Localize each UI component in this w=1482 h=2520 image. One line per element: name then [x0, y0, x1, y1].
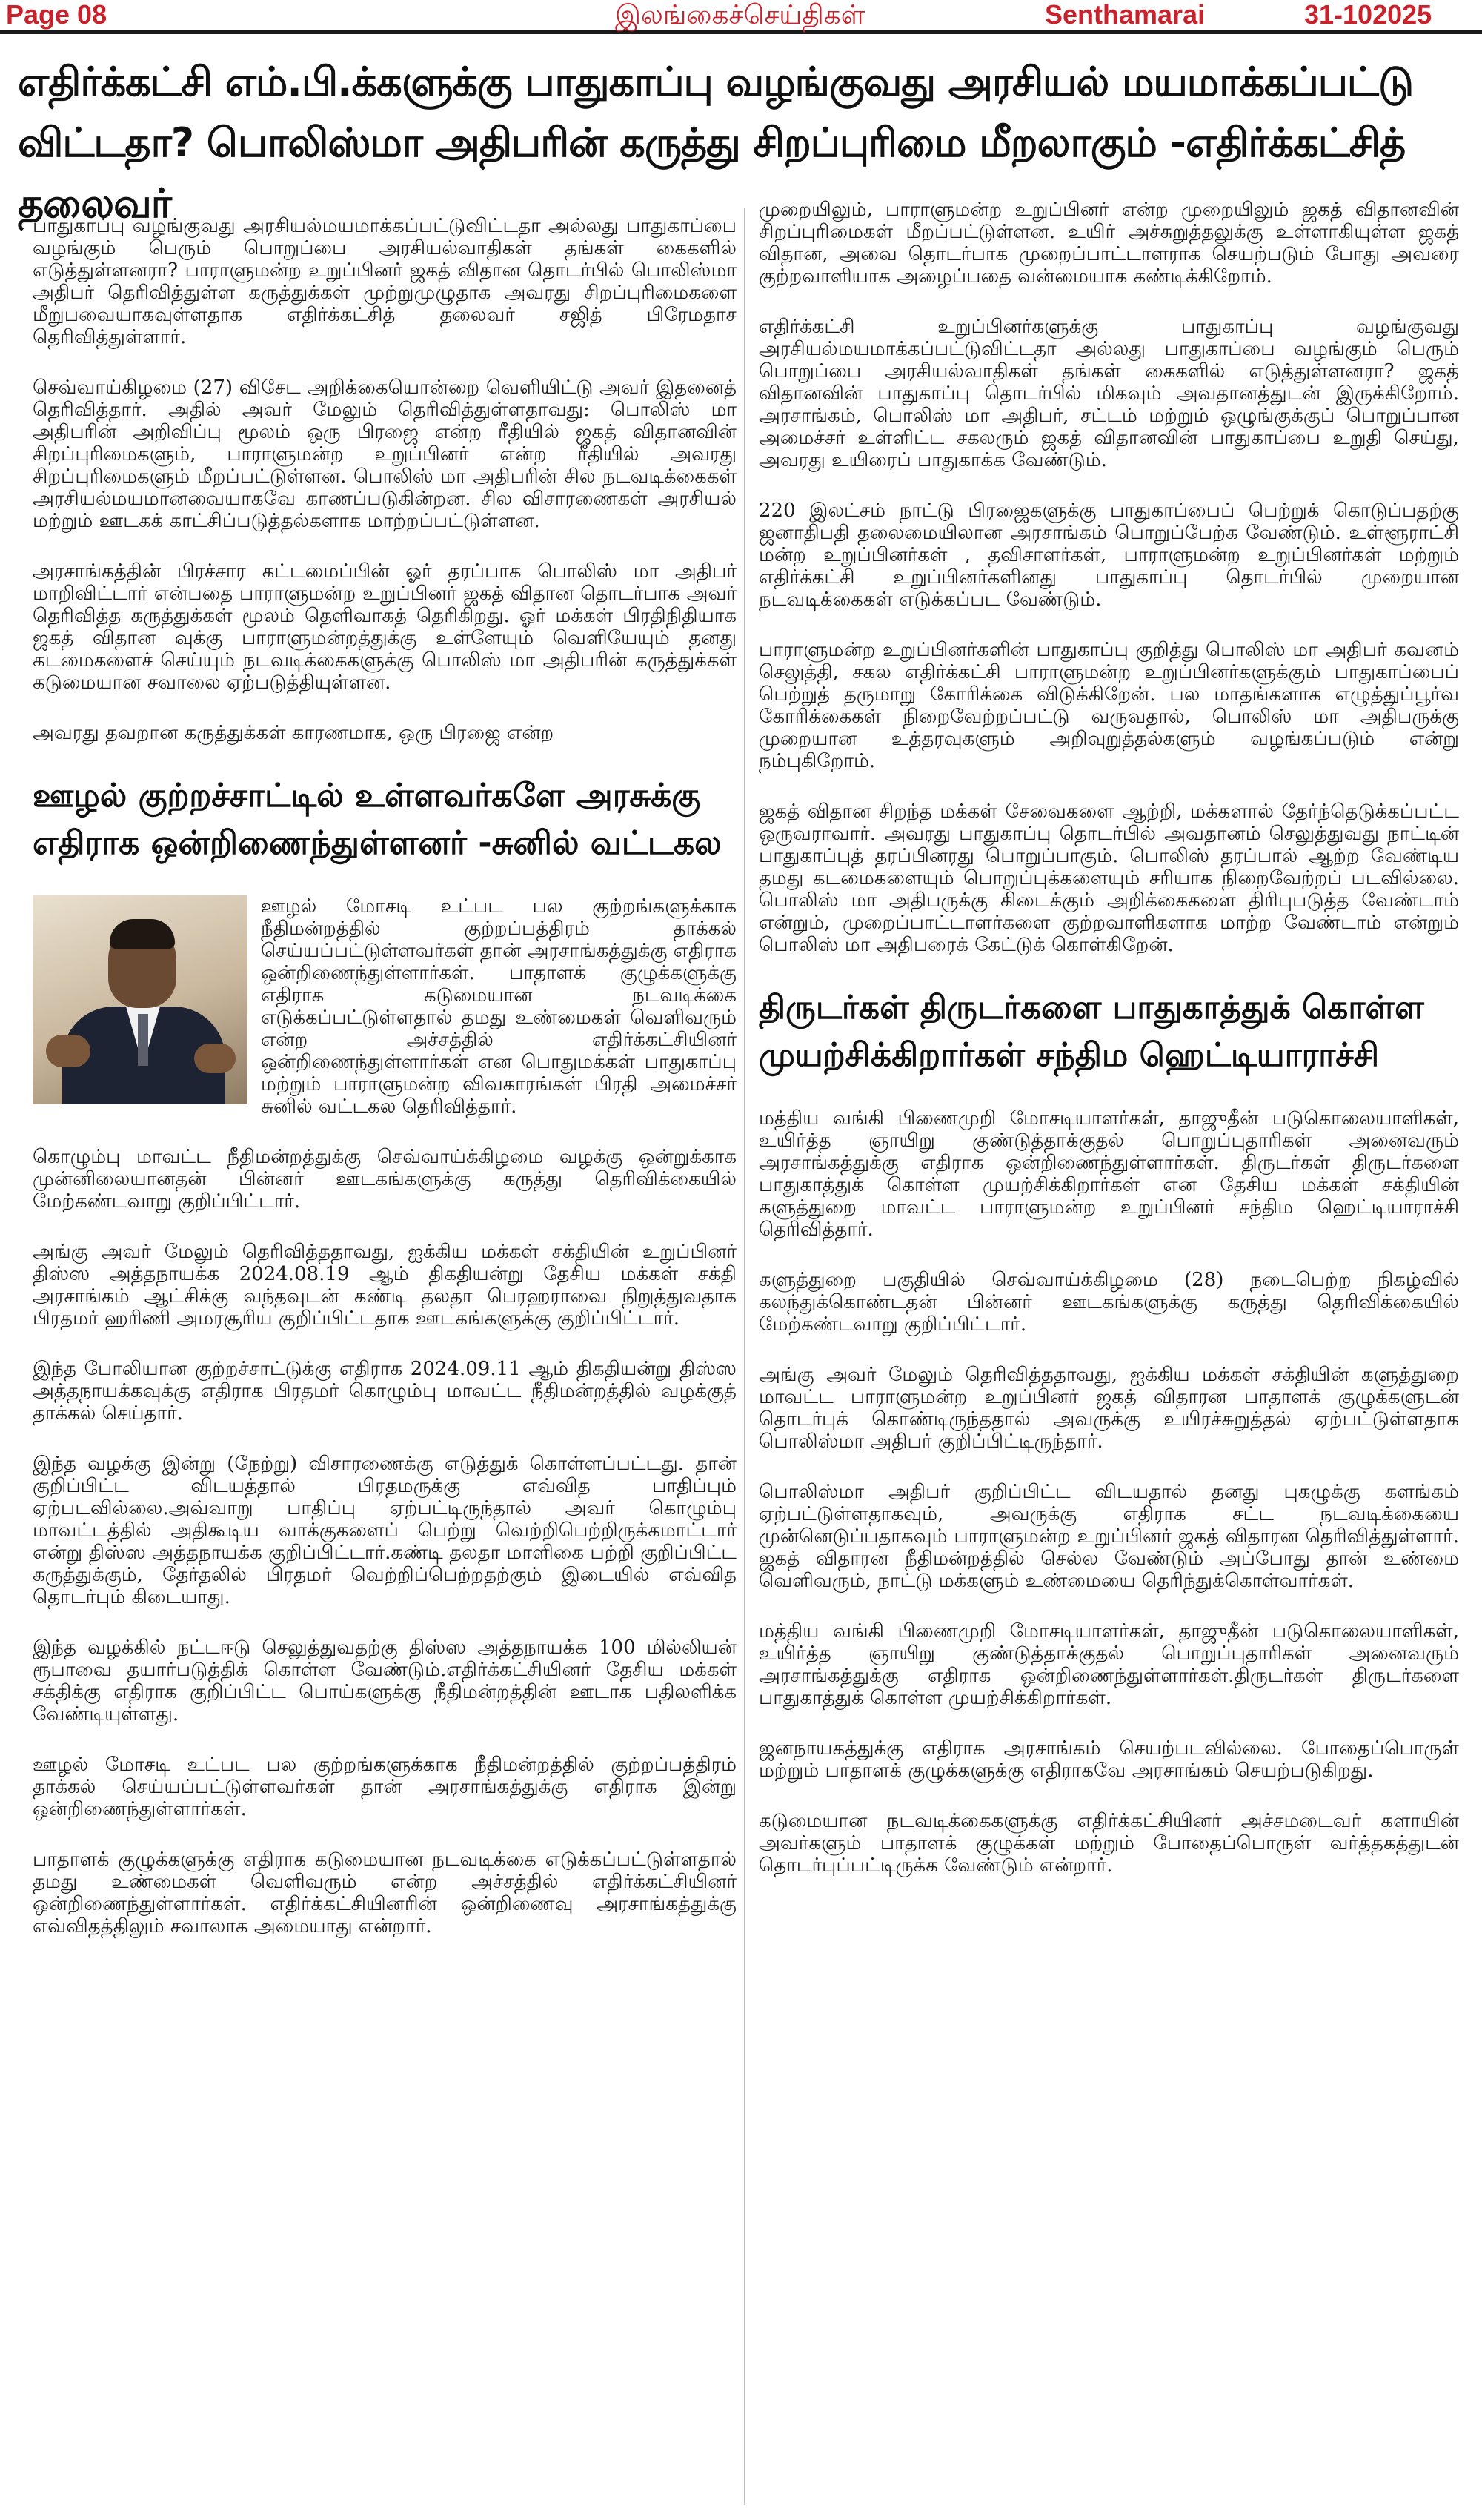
story1-paragraph: பாதுகாப்பு வழங்குவது அரசியல்மயமாக்கப்பட்டுவிட்டதா அல்லது பாதுகாப்பை வழங்கும் பெரும் பொறுப்பை அரசியல்வாதிகள் தங்கள் கைகளில் எடுத்துள்ளனரா? பாராளுமன்ற உறுப்பினர் ஜகத் விதான தொடர்பில் பொலிஸ்மா அதிபர் தெரிவித்துள்ள கருத்துக்கள் முற்றுமுழுதாக அவரது சிறப்புரிமைகளை மீறுபவையாகவுள்ளதாக எதிர்க்கட்சித் தலைவர் சஜித் பிரேமதாச தெரிவித்துள்ளார். [33, 215, 737, 348]
story3-paragraph: கடுமையான நடவடிக்கைகளுக்கு எதிர்க்கட்சியினர் அச்சமடைவர் களாயின் அவர்களும் பாதாளக் குழுக்கள் மற்றும் போதைப்பொருள் வர்த்தகத்துடன் தொடர்புப்பட்டிருக்க வேண்டும் என்றார். [759, 1810, 1459, 1877]
story1-continued-paragraph: ஜகத் விதான சிறந்த மக்கள் சேவைகளை ஆற்றி, மக்களால் தேர்ந்தெடுக்கப்பட்ட ஒருவராவார். அவரது பாதுகாப்பு தொடர்பில் அவதானம் செலுத்துவது நாட்டின் பாதுகாப்புத் தரப்பினரது பொறுப்பாகும். பொலிஸ் தரப்பால் ஆற்ற வேண்டிய தமது கடமைகளையும் பொறுப்புக்களையும் சரியாக நிறைவேற்றப் படவில்லை. பொலிஸ் மா அதிபருக்கு கிடைக்கும் அறிக்கைகளை திரிபுபடுத்த வேண்டாம் என்றும், முறைப்பாட்டாளர்களை குற்றவாளிகளாக மாற்ற வேண்டாம் என்றும் பொலிஸ் மா அதிபரைக் கேட்டுக் கொள்கிறேன். [759, 800, 1459, 956]
photo-hand-right [194, 1044, 236, 1073]
story2-paragraph: இந்த போலியான குற்றச்சாட்டுக்கு எதிராக 2024.09.11 ஆம் திகதியன்று திஸ்ஸ அத்தநாயக்கவுக்கு எதிராக பிரதமர் கொழும்பு மாவட்ட நீதிமன்றத்தில் வழக்குத் தாக்கல் செய்தார். [33, 1358, 737, 1425]
story2-paragraph: பாதாளக் குழுக்களுக்கு எதிராக கடுமையான நடவடிக்கை எடுக்கப்பட்டுள்ளதால் தமது உண்மைகள் வெளிவரும் என்ற அச்சத்தில் எதிர்க்கட்சியினர் ஒன்றிணைந்துள்ளார்கள். எதிர்க்கட்சியினரின் ஒன்றிணைவு அரசாங்கத்துக்கு எவ்விதத்திலும் சவாலாக அமையாது என்றார். [33, 1848, 737, 1937]
photo-hair [110, 919, 175, 949]
headline-line-2: விட்டதா? பொலிஸ்மா அதிபரின் கருத்து சிறப்புரிமை மீறலாகும் -எதிர்க்கட்சித் தலைவர் [18, 119, 1406, 227]
story2-paragraph: இந்த வழக்கு இன்று (நேற்று) விசாரணைக்கு எடுத்துக் கொள்ளப்பட்டது. தான் குறிப்பிட்ட விடயத்தால் பிரதமருக்கு எவ்வித பாதிப்பும் ஏற்படவில்லை.அவ்வாறு பாதிப்பு ஏற்பட்டிருந்தால் அவர் கொழும்பு மாவட்டத்தில் அதிகூடிய வாக்குகளைப் பெற்று வெற்றிபெற்றிருக்கமாட்டார் என்று திஸ்ஸ அத்தநாயக்க குறிப்பிட்டார்.கண்டி தலதா மாளிகை பற்றி குறிப்பிட்ட கருத்துக்கும், தேர்தலில் பிரதமர் வெற்றிப்பெற்றதற்கும் இடையில் எவ்வித தொடர்பும் கிடையாது. [33, 1453, 737, 1608]
story3-paragraph: பொலிஸ்மா அதிபர் குறிப்பிட்ட விடயதால் தனது புகழுக்கு களங்கம் ஏற்பட்டுள்ளதாகவும், அவருக்கு எதிராக சட்ட நடவடிக்கையை முன்னெடுப்பதாகவும் பாராளுமன்ற உறுப்பினர் ஜகத் விதாரன தெரிவித்துள்ளார். ஜகத் விதாரன நீதிமன்றத்தில் செல்ல வேண்டும் அப்போது தான் உண்மை வெளிவரும், நாட்டு மக்களும் உண்மையை தெரிந்துக்கொள்வார்கள். [759, 1481, 1459, 1592]
story1-paragraph: அவரது தவறான கருத்துக்கள் காரணமாக, ஒரு பிரஜை என்ற [33, 722, 554, 744]
edition-name: Senthamarai [1045, 0, 1206, 30]
story1-paragraph: செவ்வாய்கிழமை (27) விசேட அறிக்கையொன்றை வெளியிட்டு அவர் இதனைத் தெரிவித்தார். அதில் அவர் மேலும் தெரிவித்துள்ளதாவது: பொலிஸ் மா அதிபரின் அறிவிப்பு மூலம் ஒரு பிரஜை என்ற ரீதியில் ஜகத் விதானவின் சிறப்புரிமைகளும், பாராளுமன்ற உறுப்பினர் என்ற ரீதியில் அவரது சிறப்புரிமைகளும் மீறப்பட்டுள்ளன. பொலிஸ் மா அதிபரின் சில நடவடிக்கைகள் அரசியல்மயமானவையாகவே காணப்படுகின்றன. சில விசாரணைகள் அரசியல் மற்றும் ஊடகக் காட்சிப்படுத்தல்களாக மாற்றப்பட்டுள்ளன. [33, 377, 737, 532]
story2-paragraph: அங்கு அவர் மேலும் தெரிவித்ததாவது, ஐக்கிய மக்கள் சக்தியின் உறுப்பினர் திஸ்ஸ அத்தநாயக்க 2024.08.19 ஆம் திகதியன்று தேசிய மக்கள் சக்தி அரசாங்கம் ஆட்சிக்கு வந்தவுடன் கண்டி தலதா பெரஹராவை நிறுத்துவதாக பிரதமர் ஹரிணி அமரசூரிய குறிப்பிட்டதாக ஊடகங்களுக்கு குறிப்பிட்டார். [33, 1241, 737, 1330]
sunil-wattagala-photo [33, 895, 247, 1104]
column-divider [744, 208, 745, 2505]
story1-continued-paragraph: எதிர்க்கட்சி உறுப்பினர்களுக்கு பாதுகாப்பு வழங்குவது அரசியல்மயமாக்கப்பட்டுவிட்டதா அல்லது பாதுகாப்பை வழங்கும் பெரும் பொறுப்பை அரசியல்வாதிகள் தங்கள் கைகளில் எடுத்துள்ளனரா? ஜகத் விதானவின் பாதுகாப்பு தொடர்பில் மிகவும் அவதானத்துடன் இருக்கிறோம். அரசாங்கம், பொலிஸ் மா அதிபர், சட்டம் மற்றும் ஒழுங்குக்குப் பொறுப்பான அமைச்சர் உள்ளிட்ட சகலரும் ஜகத் விதானவின் பாதுகாப்பை உறுதி செய்து, அவரது உயிரைப் பாதுகாக்க வேண்டும். [759, 316, 1459, 471]
story1-continued-paragraph: 220 இலட்சம் நாட்டு பிரஜைகளுக்கு பாதுகாப்பைப் பெற்றுக் கொடுப்பதற்கு ஜனாதிபதி தலைமையிலான அரசாங்கம் பொறுப்பேற்க வேண்டும். உள்ளூராட்சி மன்ற உறுப்பினர்கள் , தவிசாளர்கள், பாராளுமன்ற உறுப்பினர்கள் மற்றும் எதிர்க்கட்சி உறுப்பினர்களினது பாதுகாப்பு தொடர்பில் முறையான நடவடிக்கைகள் எடுக்கப்பட வேண்டும். [759, 500, 1459, 611]
story3-headline: திருடர்கள் திருடர்களை பாதுகாத்துக் கொள்ள முயற்சிக்கிறார்கள் சந்திம ஹெட்டியாராச்சி [759, 989, 1424, 1074]
story3-paragraph: மத்திய வங்கி பிணைமுறி மோசடியாளர்கள், தாஜுதீன் படுகொலையாளிகள், உயிர்த்த ஞாயிறு குண்டுத்தாக்குதல் பொறுப்புதாரிகள் அனைவரும் அரசாங்கத்துக்கு எதிராக ஒன்றிணைந்துள்ளார்கள்.திருடர்கள் திருடர்களை பாதுகாத்துக் கொள்ள முயற்சிக்கிறார்கள். [759, 1620, 1459, 1709]
headline-line-1: எதிர்க்கட்சி எம்.பி.க்களுக்கு பாதுகாப்பு வழங்குவது அரசியல் மயமாக்கப்பட்டு [18, 59, 1414, 105]
story2-paragraph: இந்த வழக்கில் நட்டஈடு செலுத்துவதற்கு திஸ்ஸ அத்தநாயக்க 100 மில்லியன் ரூபாவை தயார்படுத்திக் கொள்ள வேண்டும்.எதிர்க்கட்சியினர் தேசிய மக்கள் சக்திக்கு எதிராக குறிப்பிட்ட பொய்களுக்கு நீதிமன்றத்தின் ஊடாக பதிலளிக்க வேண்டியுள்ளது. [33, 1637, 737, 1725]
issue-date: 31-102025 [1304, 0, 1432, 30]
right-column [759, 199, 1459, 1905]
story2-headline: ஊழல் குற்றச்சாட்டில் உள்ளவர்களே அரசுக்கு எதிராக ஒன்றிணைந்துள்ளனர் -சுனில் வட்டகல [33, 777, 722, 862]
masthead-band [0, 0, 1482, 34]
story1-continued-paragraph: முறையிலும், பாராளுமன்ற உறுப்பினர் என்ற முறையிலும் ஜகத் விதானவின் சிறப்புரிமைகள் மீறப்பட்டுள்ளன. உயிர் அச்சுறுத்தலுக்கு உள்ளாகியுள்ள ஜகத் விதான, அவை தொடர்பாக முறைப்பாட்டாளராக செயற்படும் போது அவரை குற்றவாளியாக அழைப்பதை வன்மையாக கண்டிக்கிறோம். [759, 199, 1459, 288]
story2-paragraph: ஊழல் மோசடி உட்பட பல குற்றங்களுக்காக நீதிமன்றத்தில் குற்றப்பத்திரம் தாக்கல் செய்யப்பட்டுள்ளவர்கள் தான் அரசாங்கத்துக்கு எதிராக ஒன்றிணைந்துள்ளார்கள். பாதாளக் குழுக்களுக்கு எதிராக கடுமையான நடவடிக்கை எடுக்கப்பட்டுள்ளதால் தமது உண்மைகள் வெளிவரும் என்ற அச்சத்தில் எதிர்க்கட்சியினர் ஒன்றிணைந்துள்ளார்கள் என பொதுமக்கள் பாதுகாப்பு மற்றும் பாராளுமன்ற விவகாரங்கள் பிரதி அமைச்சர் சுனில் வட்டகல தெரிவித்தார். [261, 895, 737, 1118]
story2-paragraph: கொழும்பு மாவட்ட நீதிமன்றத்துக்கு செவ்வாய்க்கிழமை வழக்கு ஒன்றுக்காக முன்னிலையானதன் பின்னர் ஊடகங்களுக்கு கருத்து தெரிவிக்கையில் மேற்கண்டவாறு குறிப்பிட்டார். [33, 1146, 737, 1213]
publication-name: இலங்கைச்செய்திகள் [615, 0, 865, 30]
story3-paragraph: அங்கு அவர் மேலும் தெரிவித்ததாவது, ஐக்கிய மக்கள் சக்தியின் களுத்துறை மாவட்ட பாராளுமன்ற உறுப்பினர் ஜகத் விதாரன பாதாளக் குழுக்களுடன் தொடர்புக் கொண்டிருந்ததால் அவருக்கு உயிரச்சுறுத்தல் ஏற்பட்டுள்ளதாக பொலிஸ்மா அதிபர் குறிப்பிட்டிருந்தார். [759, 1364, 1459, 1453]
story3-paragraph: மத்திய வங்கி பிணைமுறி மோசடியாளர்கள், தாஜுதீன் படுகொலையாளிகள், உயிர்த்த ஞாயிறு குண்டுத்தாக்குதல் பொறுப்புதாரிகள் அனைவரும் அரசாங்கத்துக்கு எதிராக ஒன்றிணைந்துள்ளார்கள். திருடர்கள் திருடர்களை பாதுகாத்துக் கொள்ள முயற்சிக்கிறார்கள் என தேசிய மக்கள் சக்தியின் களுத்துறை மாவட்ட பாராளுமன்ற உறுப்பினர் சந்திம ஹெட்டியாராச்சி தெரிவித்தார். [759, 1107, 1459, 1241]
story1-paragraph: அரசாங்கத்தின் பிரச்சார கட்டமைப்பின் ஓர் தரப்பாக பொலிஸ் மா அதிபர் மாறிவிட்டார் என்பதை பாராளுமன்ற உறுப்பினர் ஜகத் விதான தொடர்பாக அவர் தெரிவித்த கருத்துக்கள் மூலம் தெளிவாகத் தெரிகிறது. ஓர் மக்கள் பிரதிநிதியாக ஜகத் விதான வுக்கு பாராளுமன்றத்துக்கு உள்ளேயும் வெளியேயும் தனது கடமைகளைச் செய்யும் நடவடிக்கைகளுக்கு பொலிஸ் மா அதிபரின் கருத்துக்கள் கடுமையான சவாலை ஏற்படுத்தியுள்ளன. [33, 560, 737, 694]
story2-paragraph: ஊழல் மோசடி உட்பட பல குற்றங்களுக்காக நீதிமன்றத்தில் குற்றப்பத்திரம் தாக்கல் செய்யப்பட்டுள்ளவர்கள் தான் அரசாங்கத்துக்கு எதிராக இன்று ஒன்றிணைந்துள்ளார்கள். [33, 1754, 737, 1820]
story3-paragraph: ஜனநாயகத்துக்கு எதிராக அரசாங்கம் செயற்படவில்லை. போதைப்பொருள் மற்றும் பாதாளக் குழுக்களுக்கு எதிராகவே அரசாங்கம் செயற்படுகிறது. [759, 1737, 1459, 1782]
photo-hand-left [46, 1035, 90, 1067]
left-column [33, 215, 737, 1966]
story1-continued-paragraph: பாராளுமன்ற உறுப்பினர்களின் பாதுகாப்பு குறித்து பொலிஸ் மா அதிபர் கவனம் செலுத்தி, சகல எதிர்க்கட்சி பாராளுமன்ற உறுப்பினர்களுக்கும் பாதுகாப்பைப் பெற்றுத் தருமாறு கோரிக்கை விடுக்கிறேன். பல மாதங்களாக எழுத்துப்பூர்வ கோரிக்கைகள் நிறைவேற்றப்பட்டு வருவதால், பொலிஸ் மா அதிபருக்கு முறையான உத்தரவுகளும் அறிவுறுத்தல்களும் வழங்கப்படும் என்று நம்புகிறோம். [759, 639, 1459, 772]
photo-tie [138, 1014, 148, 1066]
page-number: Page 08 [6, 0, 107, 30]
story3-paragraph: களுத்துறை பகுதியில் செவ்வாய்க்கிழமை (28) நடைபெற்ற நிகழ்வில் கலந்துக்கொண்டதன் பின்னர் ஊடகங்களுக்கு கருத்து தெரிவிக்கையில் மேற்கண்டவாறு குறிப்பிட்டார். [759, 1269, 1459, 1336]
